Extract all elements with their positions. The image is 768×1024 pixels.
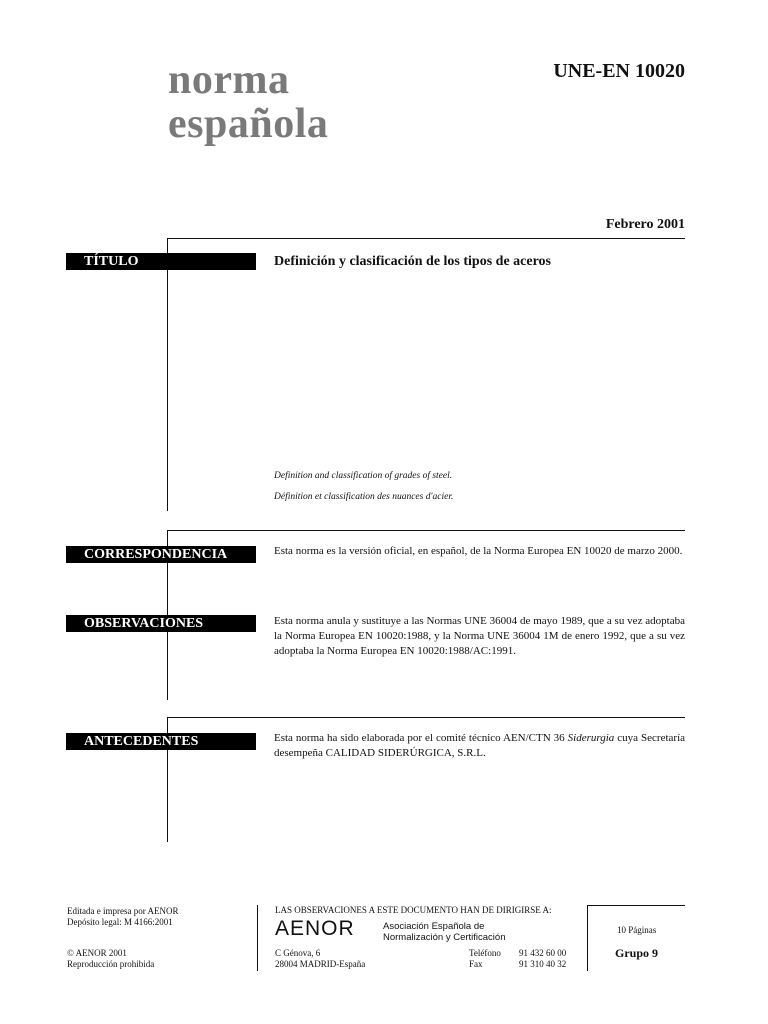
standard-code: UNE-EN 10020 xyxy=(553,60,685,82)
section-label-titulo: TÍTULO xyxy=(66,253,256,270)
footer-rights xyxy=(67,948,154,970)
footer-phone-labels xyxy=(469,948,501,970)
title-english: Definition and classification of grades of steel. xyxy=(274,471,453,481)
footer-telefono-label: Teléfono xyxy=(469,948,501,958)
antecedentes-text-after: cuya Secretaría desempeña CALIDAD SIDERÚRGICA, S.R.L. xyxy=(274,732,686,759)
publication-date: Febrero 2001 xyxy=(605,217,685,232)
footer-address-2: 28004 MADRID-España xyxy=(275,959,366,969)
aenor-assoc-line-2: Normalización y Certificación xyxy=(383,932,506,943)
title-french: Définition et classification des nuances d'acier. xyxy=(274,492,454,502)
brand-title xyxy=(168,58,328,146)
footer-divider-left xyxy=(257,905,258,971)
brand-line-1: norma xyxy=(168,57,290,103)
section-label-antecedentes: ANTECEDENTES xyxy=(66,733,256,750)
antecedentes-text-before: Esta norma ha sido elaborada por el comité técnico AEN/CTN 36 xyxy=(274,732,568,744)
divider-correspondencia xyxy=(167,530,685,531)
footer-address-1: C Génova, 6 xyxy=(275,948,321,958)
footer-fax: 91 310 40 32 xyxy=(519,959,567,969)
footer-copyright: © AENOR 2001 xyxy=(67,948,127,958)
footer-deposito: Depósito legal: M 4166:2001 xyxy=(67,917,173,927)
group-number: Grupo 9 xyxy=(615,946,659,960)
observaciones-text: Esta norma anula y sustituye a las Normas UNE 36004 de mayo 1989, que a su vez adoptaba la Norma Europea EN 10020:1988, y la Norma UNE 36004 1M de enero 1992, que a su vez adoptaba la Norma Europea EN 10020:1988/AC:1991. xyxy=(274,615,685,657)
footer-fax-label: Fax xyxy=(469,959,483,969)
aenor-association xyxy=(383,921,505,943)
footer-editada: Editada e impresa por AENOR xyxy=(67,906,179,916)
document-title: Definición y clasificación de los tipos de aceros xyxy=(274,254,551,269)
footer-address xyxy=(275,948,365,970)
divider-titulo xyxy=(167,238,685,239)
correspondencia-text: Esta norma es la versión oficial, en español, de la Norma Europea EN 10020 de marzo 2000. xyxy=(274,545,683,557)
footer-phone-numbers xyxy=(519,948,566,970)
antecedentes-text xyxy=(274,731,685,761)
footer-telefono: 91 432 60 00 xyxy=(519,948,567,958)
footer-reproduccion: Reproducción prohibida xyxy=(67,959,155,969)
footer-publisher xyxy=(67,906,178,928)
antecedentes-committee-name: Siderurgia xyxy=(567,732,615,744)
vline-titulo xyxy=(167,238,168,511)
page-count: 10 Páginas xyxy=(617,925,657,935)
aenor-assoc-line-1: Asociación Española de xyxy=(383,921,485,932)
section-label-correspondencia: CORRESPONDENCIA xyxy=(66,546,256,563)
brand-line-2: española xyxy=(168,101,329,147)
section-label-observaciones: OBSERVACIONES xyxy=(66,615,256,632)
divider-antecedentes xyxy=(167,717,685,718)
footer-contact-header: LAS OBSERVACIONES A ESTE DOCUMENTO HAN DE DIRIGIRSE A: xyxy=(275,905,552,915)
aenor-logo: AENOR xyxy=(275,917,355,940)
footer-pages-box xyxy=(587,905,685,971)
